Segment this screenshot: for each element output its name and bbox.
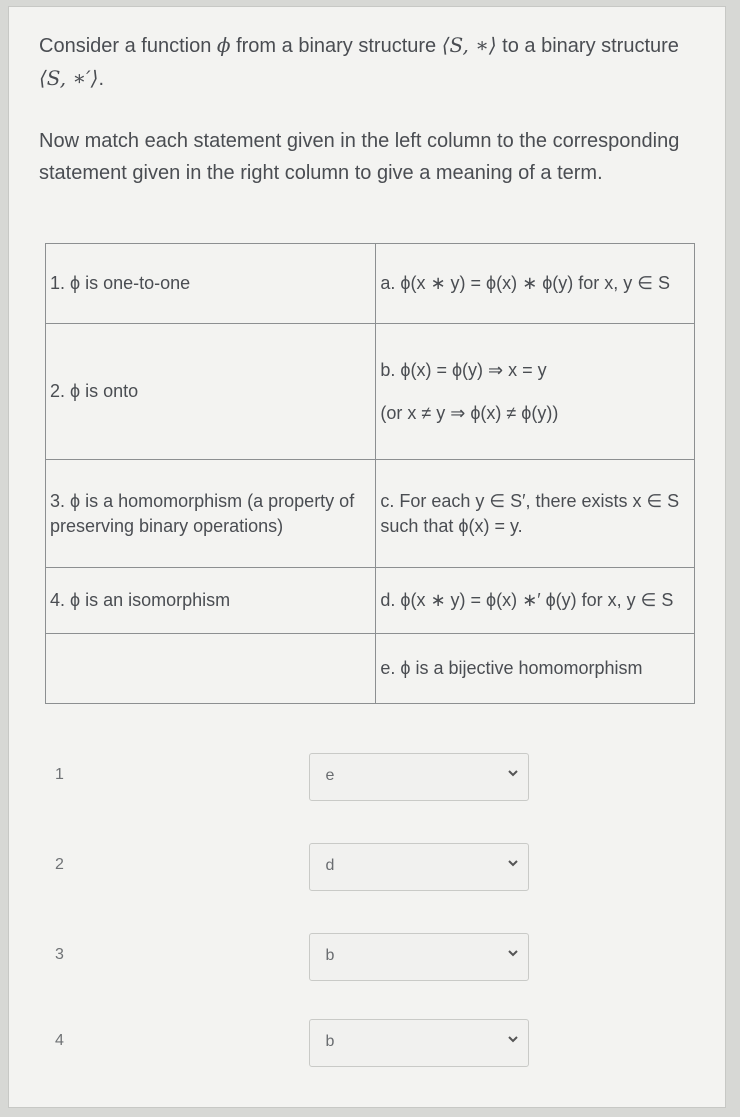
table-row <box>46 568 695 634</box>
target-structure: ⟨S, ∗′⟩ <box>39 66 99 90</box>
answer-row-2 <box>9 843 727 913</box>
right-statement-d: d. ϕ(x ∗ y) = ϕ(x) ∗′ ϕ(y) for x, y ∈ S <box>376 568 695 634</box>
right-statement-c: c. For each y ∈ S′, there exists x ∈ S such that ϕ(x) = y. <box>376 460 695 568</box>
table-row <box>46 244 695 324</box>
selected-value-2: d <box>325 857 335 874</box>
answer-number-2: 2 <box>55 856 64 873</box>
intro-text-2: from a binary structure <box>230 35 442 57</box>
selected-value-1: e <box>325 767 335 784</box>
phi-symbol: ϕ <box>216 33 231 57</box>
question-instruction: Now match each statement given in the left column to the corresponding statement given in the right column to give a meaning of a term. <box>39 130 680 184</box>
selected-value-3: b <box>325 947 335 964</box>
answer-row-1 <box>9 753 727 823</box>
chevron-down-icon <box>506 856 520 870</box>
answer-number-4: 4 <box>55 1032 64 1049</box>
table-row <box>46 460 695 568</box>
table-row <box>46 634 695 704</box>
answer-select-2[interactable] <box>309 843 529 891</box>
right-statement-e: e. ϕ is a bijective homomorphism <box>376 634 695 704</box>
left-statement-empty <box>46 634 376 704</box>
answer-row-4 <box>9 1019 727 1089</box>
left-statement-4: 4. ϕ is an isomorphism <box>46 568 376 634</box>
chevron-down-icon <box>506 1032 520 1046</box>
source-structure: ⟨S, ∗⟩ <box>441 33 497 57</box>
left-statement-3: 3. ϕ is a homomorphism (a property of preserving binary operations) <box>46 460 376 568</box>
selected-value-4: b <box>325 1033 335 1050</box>
question-intro <box>39 29 699 95</box>
answer-row-3 <box>9 933 727 1003</box>
question-card <box>8 6 726 1108</box>
left-statement-1: 1. ϕ is one-to-one <box>46 244 376 324</box>
intro-text-3: to a binary structure <box>496 35 679 57</box>
intro-text-4: . <box>98 68 105 90</box>
intro-text-1: Consider a function <box>39 35 217 57</box>
matching-table <box>45 243 695 704</box>
left-statement-2: 2. ϕ is onto <box>46 324 376 460</box>
right-statement-a: a. ϕ(x ∗ y) = ϕ(x) ∗ ϕ(y) for x, y ∈ S <box>376 244 695 324</box>
chevron-down-icon <box>506 766 520 780</box>
right-statement-b <box>376 324 695 460</box>
answer-number-3: 3 <box>55 946 64 963</box>
answer-number-1: 1 <box>55 766 64 783</box>
answer-select-1[interactable] <box>309 753 529 801</box>
answer-select-4[interactable] <box>309 1019 529 1067</box>
answer-select-3[interactable] <box>309 933 529 981</box>
table-row <box>46 324 695 460</box>
right-statement-b-line2: (or x ≠ y ⇒ ϕ(x) ≠ ϕ(y)) <box>380 402 559 423</box>
right-statement-b-line1: b. ϕ(x) = ϕ(y) ⇒ x = y <box>380 359 547 380</box>
chevron-down-icon <box>506 946 520 960</box>
